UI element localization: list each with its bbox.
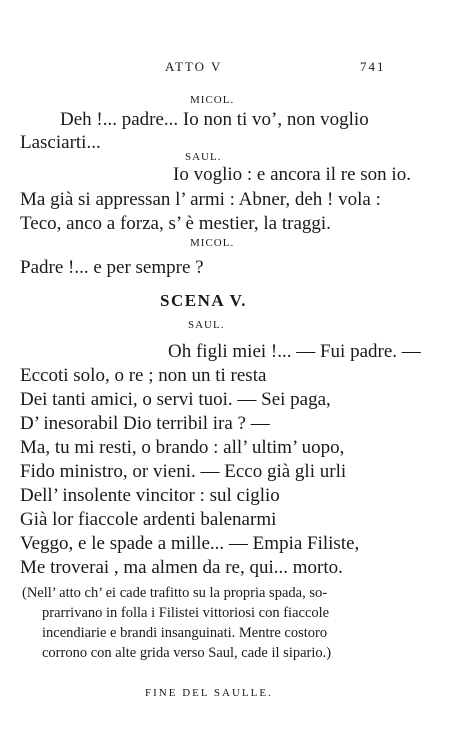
speaker-label: SAUL. xyxy=(185,151,222,163)
stage-direction-line: prarrivano in folla i Filistei vittoriosi con fiaccole xyxy=(42,605,330,621)
verse-line: Fido ministro, or vieni. — Ecco già gli urli xyxy=(20,461,347,482)
verse-line: Dei tanti amici, o servi tuoi. — Sei paga, xyxy=(20,389,331,410)
verse-line: Ma, tu mi resti, o brando : all’ ultim’ uopo, xyxy=(20,437,345,458)
verse-line: Teco, anco a forza, s’ è mestier, la traggi. xyxy=(20,213,331,234)
stage-direction-line: (Nell’ atto ch’ ei cade trafitto su la propria spada, so- xyxy=(22,585,328,601)
running-title: ATTO V xyxy=(165,59,223,74)
verse-line: Ma già si appressan l’ armi : Abner, deh ! vola : xyxy=(20,189,381,210)
verse-line: Lasciarti... xyxy=(20,132,101,153)
verse-line: Eccoti solo, o re ; non un ti resta xyxy=(20,365,267,386)
verse-line: Deh !... padre... Io non ti vo’, non voglio xyxy=(60,109,369,130)
speaker-label: MICOL. xyxy=(190,94,235,106)
verse-line: Dell’ insolente vincitor : sul ciglio xyxy=(20,485,280,506)
verse-line: D’ inesorabil Dio terribil ira ? — xyxy=(20,413,270,434)
speaker-label: SAUL. xyxy=(188,319,225,331)
verse-line: Padre !... e per sempre ? xyxy=(20,257,204,278)
verse-line: Già lor fiaccole ardenti balenarmi xyxy=(20,509,277,530)
stage-direction-line: corrono con alte grida verso Saul, cade il sipario.) xyxy=(42,645,332,661)
stage-direction-line: incendiarie e brandi insanguinati. Mentre costoro xyxy=(42,625,328,641)
verse-line: Io voglio : e ancora il re son io. xyxy=(173,164,411,185)
end-note: FINE DEL SAULLE. xyxy=(145,687,273,699)
verse-line: Veggo, e le spade a mille... — Empia Filiste, xyxy=(20,533,360,554)
page-number: 741 xyxy=(360,59,386,74)
scene-title: SCENA V. xyxy=(160,291,247,310)
speaker-label: MICOL. xyxy=(190,237,235,249)
verse-line: Oh figli miei !... — Fui padre. — xyxy=(168,341,421,362)
verse-line: Me troverai , ma almen da re, qui... morto. xyxy=(20,557,343,578)
